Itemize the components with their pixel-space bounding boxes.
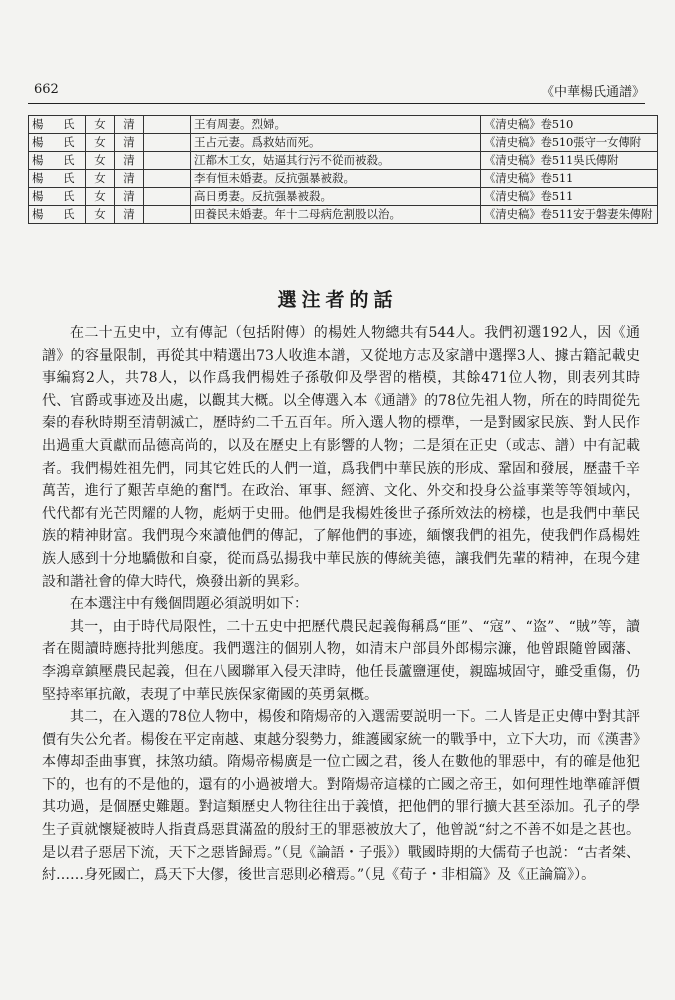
name-cell: 楊 氏 [29, 134, 86, 152]
paragraph: 其一，由于時代局限性，二十五史中把歷代農民起義侮稱爲“匪”、“寇”、“盗”、“賊”等，讀者在閲讀時應持批判態度。我們選注的個别人物，如清末户部員外郎楊宗濂，他曾跟隨曾國藩、李鴻章鎮壓農民起義，但在八國聯軍入侵天津時，他任長蘆鹽運使，親臨城固守，雖受重傷，仍堅持率軍抗敵，表現了中華民族保家衛國的英勇氣概。 [42, 618, 640, 703]
source-cell: 《清史稿》卷511吳氏傳附 [481, 152, 658, 170]
page-number: 662 [34, 82, 59, 97]
table-row [29, 188, 658, 206]
table-row [29, 206, 658, 224]
empty-cell [144, 188, 191, 206]
name-cell: 楊 氏 [29, 152, 86, 170]
running-title: 《中華楊氏通譜》 [540, 85, 645, 100]
empty-cell [144, 116, 191, 134]
sex-cell: 女 [86, 206, 115, 224]
description-cell: 王有周妻。烈婦。 [191, 116, 481, 134]
description-cell: 田養民未婚妻。年十二母病危割股以治。 [191, 206, 481, 224]
source-cell: 《清史稿》卷511 [481, 170, 658, 188]
dynasty-cell: 清 [115, 116, 144, 134]
sex-cell: 女 [86, 188, 115, 206]
header-rule [28, 103, 645, 104]
description-cell: 江都木工女，姑逼其行污不從而被殺。 [191, 152, 481, 170]
paragraph: 在二十五史中，立有傳記（包括附傳）的楊姓人物總共有544人。我們初選192人，因《通譜》的容量限制，再從其中精選出73人收進本譜，又從地方志及家譜中選擇3人、據古籍記載史事編寫2人，共78人，以作爲我們楊姓子孫敬仰及學習的楷模，其餘471位人物，則表列其時代、官爵或事迹及出處，以觀其大概。以全傳選入本《通譜》的78位先祖人物，所在的時間從先秦的春秋時期至清朝滅亡，歷時約二千五百年。所入選人物的標準，一是對國家民族、對人民作出過重大貢獻而品德高尚的，以及在歷史上有影響的人物；二是須在正史（或志、譜）中有記載者。我們楊姓祖先們，同其它姓氏的人們一道，爲我們中華民族的形成、鞏固和發展，歷盡千辛萬苦，進行了艱苦卓絶的奮鬥。在政治、軍事、經濟、文化、外交和投身公益事業等等領域內，代代都有光芒閃耀的人物，彪炳于史冊。他們是我楊姓後世子孫所效法的榜樣，也是我們中華民族的精神財富。我們現今來讀他們的傳記，了解他們的事迹，緬懷我們的祖先，使我們作爲楊姓族人感到十分地驕傲和自豪，從而爲弘揚我中華民族的傳統美德，讓我們先輩的精神，在現今建設和諧社會的偉大時代，煥發出新的異彩。 [42, 325, 640, 590]
sex-cell: 女 [86, 152, 115, 170]
description-cell: 李有恒未婚妻。反抗强暴被殺。 [191, 170, 481, 188]
paragraph: 其二，在入選的78位人物中，楊俊和隋煬帝的入選需要説明一下。二人皆是正史傳中對其評價有失公允者。楊俊在平定南越、東越分裂勢力，維護國家統一的戰爭中，立下大功，而《漢書》本傳却歪曲事實，抹煞功績。隋煬帝楊廣是一位亡國之君，後人在數他的罪惡中，有的確是他犯下的，也有的不是他的，還有的小過被增大。對隋煬帝這樣的亡國之帝王，如何理性地準確評價其功過，是個歷史難題。對這類歷史人物往往出于義憤，把他們的罪行擴大甚至添加。孔子的學生子貢就懷疑被時人指責爲惡貫滿盈的殷紂王的罪惡被放大了，他曾説“紂之不善不如是之甚也。是以君子惡居下流，天下之惡皆歸焉。”（見《論語・子張》）戰國時期的大儒荀子也説：“古者桀、紂……身死國亡，爲天下大僇，後世言惡則必稽焉。”（見《荀子・非相篇》及《正論篇》）。 [42, 709, 640, 884]
table-row [29, 152, 658, 170]
table-row [29, 134, 658, 152]
dynasty-cell: 清 [115, 134, 144, 152]
source-cell: 《清史稿》卷510張守一女傳附 [481, 134, 658, 152]
paragraph: 在本選注中有幾個問題必須説明如下： [70, 596, 308, 613]
sex-cell: 女 [86, 116, 115, 134]
sex-cell: 女 [86, 134, 115, 152]
dynasty-cell: 清 [115, 170, 144, 188]
name-cell: 楊 氏 [29, 116, 86, 134]
page-header [28, 80, 645, 102]
dynasty-cell: 清 [115, 206, 144, 224]
empty-cell [144, 170, 191, 188]
empty-cell [144, 206, 191, 224]
table-row [29, 116, 658, 134]
name-cell: 楊 氏 [29, 206, 86, 224]
person-table [28, 115, 658, 224]
description-cell: 高日勇妻。反抗强暴被殺。 [191, 188, 481, 206]
table-row [29, 170, 658, 188]
name-cell: 楊 氏 [29, 188, 86, 206]
description-cell: 王占元妻。爲救姑而死。 [191, 134, 481, 152]
dynasty-cell: 清 [115, 188, 144, 206]
section-body [42, 322, 640, 887]
source-cell: 《清史稿》卷511 [481, 188, 658, 206]
source-cell: 《清史稿》卷510 [481, 116, 658, 134]
dynasty-cell: 清 [115, 152, 144, 170]
empty-cell [144, 134, 191, 152]
section-title: 選注者的話 [277, 289, 398, 311]
sex-cell: 女 [86, 170, 115, 188]
name-cell: 楊 氏 [29, 170, 86, 188]
source-cell: 《清史稿》卷511安于磐妻朱傳附 [481, 206, 658, 224]
empty-cell [144, 152, 191, 170]
